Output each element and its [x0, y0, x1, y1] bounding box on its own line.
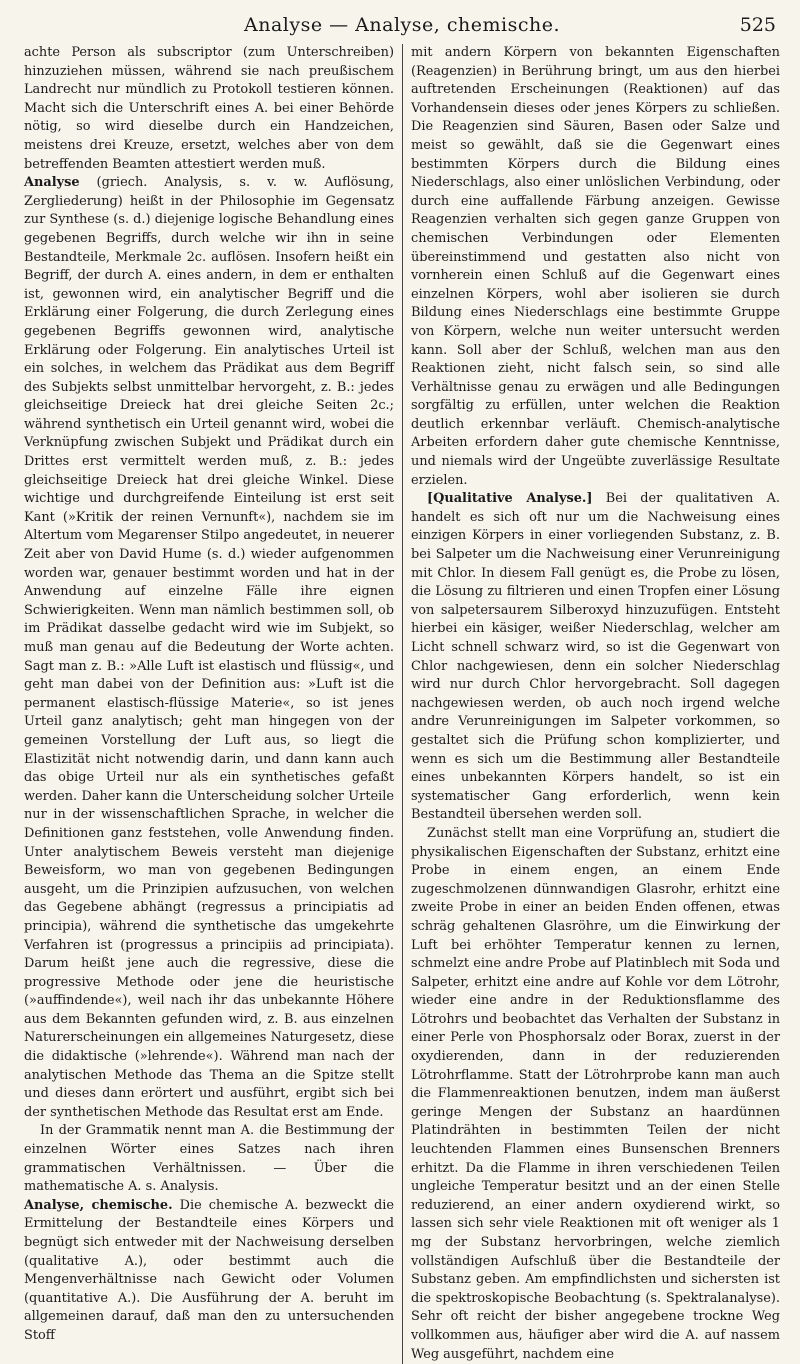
paragraph	[24, 1122, 394, 1196]
left-column	[24, 44, 402, 1364]
entry-headword: Analyse, chemische.	[24, 1197, 173, 1213]
entry-analyse-chemische	[24, 1197, 394, 1346]
paragraph-text: In der Grammatik nennt man A. die Bestimmung der einzelnen Wörter eines Satzes nach ihren grammatischen Verhältnissen. — Über die mathematische A. s. Analysis.	[24, 1123, 394, 1195]
running-header	[24, 0, 780, 44]
subsection-text: Bei der qualitativen A. handelt es sich oft nur um die Nachweisung eines einzigen Körpers in einer vorliegenden Substanz, z. B. bei Salpeter um die Nachweisung einer Verunreinigung mit Chlor. In diesem Fall genügt es, die Probe zu lösen, die Lösung zu filtrieren und einen Tropfen einer Lösung von salpetersaurem Silberoxyd hinzuzufügen. Entsteht hierbei ein käsiger, weißer Niederschlag, welcher am Licht schnell schwarz wird, so ist die Gegenwart von Chlor nachgewiesen, denn ein solcher Niederschlag wird nur durch Chlor hervorgebracht. Soll dagegen nachgewiesen werden, ob auch noch irgend welche andre Verunreinigungen im Salpeter vorkommen, so gestaltet sich die Prüfung schon komplizierter, und wenn es sich um die Bestimmung aller Bestandteile eines unbekannten Körpers handelt, so ist ein systematischer Gang erforderlich, wenn kein Bestandteil übersehen werden soll.	[411, 491, 781, 823]
paragraph-text: mit andern Körpern von bekannten Eigenschaften (Reagenzien) in Berührung bringt, um aus den hierbei auftretenden Erscheinungen (Reaktionen) auf das Vorhandensein dieses oder jenes Körpers zu schließen. Die Reagenzien sind Säuren, Basen oder Salze und meist so gewählt, daß sie die Gegenwart eines bestimmten Körpers durch die Bildung eines Niederschlags, also einer unlöslichen Verbindung, oder durch eine auffallende Färbung anzeigen. Gewisse Reagenzien verhalten sich gegen ganze Gruppen von chemischen Verbindungen oder Elementen übereinstimmend und gestatten also nicht von vornherein einen Schluß auf die Gegenwart eines einzelnen Körpers, wohl aber isolieren sie durch Bildung eines Niederschlags eine bestimmte Gruppe von Körpern, welche nun weiter untersucht werden kann. Soll aber der Schluß, welchen man aus den Reaktionen zieht, nicht falsch sein, so sind alle Verhältnisse genau zu erwägen und alle Bedingungen sorgfältig zu erfüllen, unter welchen die Reaktion deutlich erkennbar verläuft. Chemisch-analytische Arbeiten erfordern daher gute chemische Kenntnisse, und niemals wird der Ungeübte zuverlässige Resultate erzielen.	[411, 45, 780, 488]
subsection-heading: [Qualitative Analyse.]	[427, 491, 593, 507]
entry-text: Die chemische A. bezweckt die Ermittelung der Bestandteile eines Körpers und begnügt sich entweder mit der Nachweisung derselben (qualitative A.), oder bestimmt auch die Mengenverhältnisse nach Gewicht oder Volumen (quantitative A.). Die Ausführung der A. beruht im allgemeinen darauf, daß man den zu untersuchenden Stoff	[24, 1197, 394, 1343]
entry-text: (griech. Analysis, s. v. w. Auflösung, Zergliederung) heißt in der Philosophie im Gegensatz zur Synthese (s. d.) diejenige logische Behandlung eines gegebenen Begriffs, durch welche wir ihn in seine Bestandteile, Merkmale 2c. auflösen. Insofern heißt ein Begriff, der durch A. eines andern, in dem er enthalten ist, gewonnen wird, ein analytischer Begriff und die Erklärung einer Folgerung, die durch Zerlegung eines gegebenen Begriffs gewonnen wird, analytische Erklärung oder Folgerung. Ein analytisches Urteil ist ein solches, in welchem das Prädikat aus dem Begriff des Subjekts selbst unmittelbar hervorgeht, z. B.: jedes gleichseitige Dreieck hat drei gleiche Seiten 2c.; während synthetisch ein Urteil genannt wird, wobei die Verknüpfung zwischen Subjekt und Prädikat durch ein Drittes erst vermittelt werden muß, z. B.: jedes gleichseitige Dreieck hat drei gleiche Winkel. Diese wichtige und durchgreifende Einteilung ist erst seit Kant (»Kritik der reinen Vernunft«), nachdem sie im Altertum vom Megarenser Stilpo angedeutet, in neuerer Zeit aber von David Hume (s. d.) wieder aufgenommen worden war, genauer bestimmt worden und hat in der Anwendung auf einzelne Fälle ihre eignen Schwierigkeiten. Wenn man nämlich bestimmen soll, ob im Prädikat dasselbe gedacht wird wie im Subjekt, so muß man genau auf die Bedeutung der Worte achten. Sagt man z. B.: »Alle Luft ist elastisch und flüssig«, und geht man dabei von der Definition aus: »Luft ist die permanent elastisch-flüssige Materie«, so ist jenes Urteil ganz analytisch; geht man hingegen von der gemeinen Vorstellung der Luft aus, so liegt die Elastizität nicht notwendig darin, und dann kann auch das obige Urteil nur als ein synthetisches gefaßt werden. Daher kann die Unterscheidung solcher Urteile nur in der wissenschaftlichen Sprache, in welcher die Definitionen ganz feststehen, volle Anwendung finden. Unter analytischem Beweis versteht man diejenige Beweisform, wo man von gegebenen Bedingungen ausgeht, um die Prinzipien aufzusuchen, von welchen das Gegebene abhängt (regressus a principiatis ad principia), während die synthetische das umgekehrte Verfahren ist (progressus a principiis ad principiata). Darum heißt jene auch die regressive, diese die progressive Methode oder jene die heuristische (»auffindende«), weil nach ihr das unbekannte Höhere aus dem Bekannten gefunden wird, z. B. aus einzelnen Naturerscheinungen ein allgemeines Naturgesetz, diese die didaktische (»lehrende«). Während man nach der analytischen Methode das Thema an die Spitze stellt und dieses dann erörtert und ausführt, ergibt sich bei der synthetischen Methode das Resultat erst am Ende.	[24, 175, 394, 1120]
entry-headword: Analyse	[24, 175, 80, 191]
paragraph	[411, 44, 780, 490]
paragraph-text: achte Person als subscriptor (zum Unterschreiben) hinzuziehen müssen, während sie nach preußischem Landrecht nur mündlich zu Protokoll testieren können. Macht sich die Unterschrift eines A. bei einer Behörde nötig, so wird dieselbe durch ein Handzeichen, meistens drei Kreuze, ersetzt, welches aber von dem betreffenden Beamten attestiert werden muß.	[24, 45, 394, 172]
page-number: 525	[739, 14, 776, 36]
running-title: Analyse — Analyse, chemische.	[244, 14, 560, 36]
paragraph	[411, 825, 780, 1364]
subsection-qualitative	[411, 490, 780, 825]
right-column	[402, 44, 780, 1364]
paragraph	[24, 44, 394, 174]
paragraph-text: Zunächst stellt man eine Vorprüfung an, studiert die physikalischen Eigenschaften der Substanz, erhitzt eine Probe in einem engen, an einem Ende zugeschmolzenen dünnwandigen Glasrohr, erhitzt eine zweite Probe in einer an beiden Enden offenen, etwas schräg gehaltenen Glasröhre, um die Einwirkung der Luft bei erhöhter Temperatur kennen zu lernen, schmelzt eine andre Probe auf Platinblech mit Soda und Salpeter, erhitzt eine andre auf Kohle vor dem Lötrohr, wieder eine andre in der Reduktionsflamme des Lötrohrs und beobachtet das Verhalten der Substanz in einer Perle von Phosphorsalz oder Borax, zuerst in der oxydierenden, dann in der reduzierenden Lötrohrflamme. Statt der Lötrohrprobe kann man auch die Flammenreaktionen benutzen, indem man äußerst geringe Mengen der Substanz an haardünnen Platindrähten in bestimmten Teilen der nicht leuchtenden Flammen eines Bunsenschen Brenners erhitzt. Da die Flamme in ihren verschiedenen Teilen ungleiche Temperatur besitzt und an der einen Stelle reduzierend, an einer andern oxydierend wirkt, so lassen sich sehr viele Reaktionen mit oft weniger als 1 mg der Substanz hervorbringen, welche ziemlich vollständigen Aufschluß über die Bestandteile der Substanz geben. Am empfindlichsten und sichersten ist die spektroskopische Beobachtung (s. Spektralanalyse). Sehr oft reicht der bisher angegebene trockne Weg vollkommen aus, häufiger aber wird die A. auf nassem Weg ausgeführt, nachdem eine	[411, 825, 780, 1362]
entry-analyse	[24, 174, 394, 1122]
text-columns	[24, 44, 780, 1364]
